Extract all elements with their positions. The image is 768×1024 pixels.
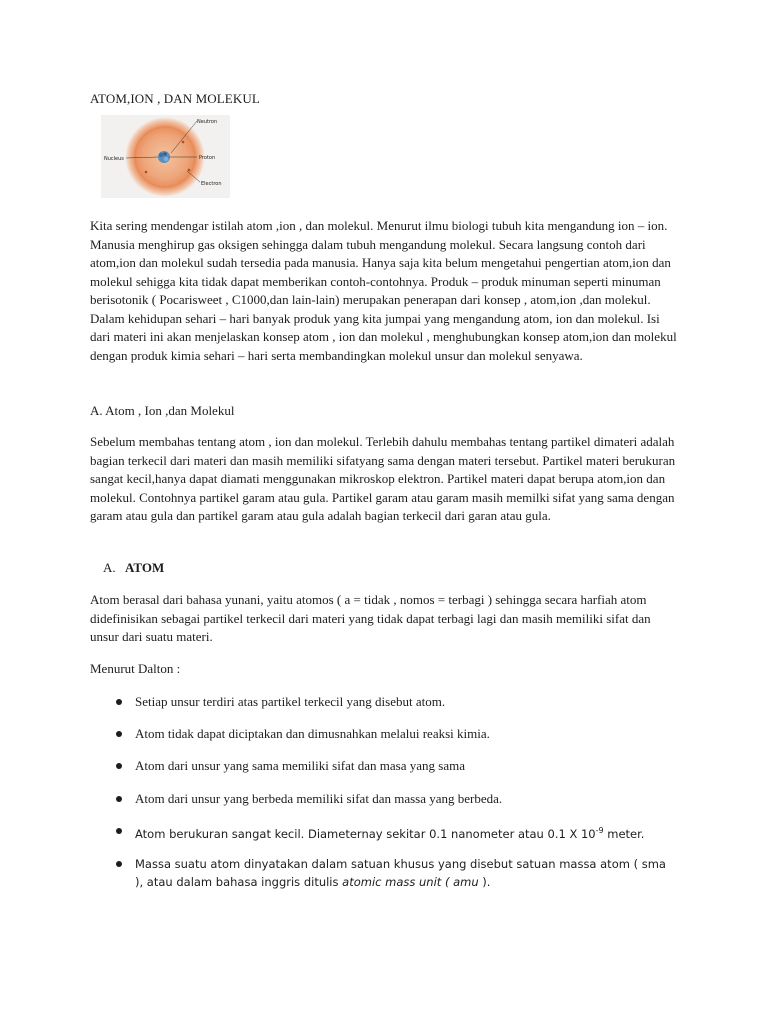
section-a-paragraph: Sebelum membahas tentang atom , ion dan molekul. Terlebih dahulu membahas tentang partikel dimateri adalah bagian terkecil dari materi dan masih memiliki sifatyang sama dengan materi tersebut. Partikel materi berukuran sangat kecil,hanya dapat diamati menggunakan mikroskop elektron. Partikel materi dapat berupa atom,ion dan molekul. Contohnya partikel garam atau gula. Partikel garam atau garam masih memilki sifat yang sama dengan garam atau gula dan partikel garam atau gula adalah bagian terkecil dari garan atau gula. [90, 434, 676, 523]
bullet-dot-icon [116, 763, 122, 769]
atom-section-heading [103, 560, 164, 576]
electron-dot [145, 171, 148, 174]
electron-dot [182, 141, 185, 144]
amu-italic-text: atomic mass unit ( amu [342, 875, 483, 889]
list-item-text: Atom dari unsur yang berbeda memiliki sifat dan massa yang berbeda. [135, 791, 503, 806]
atom-heading-word: ATOM [125, 560, 165, 575]
intro-paragraph: Kita sering mendengar istilah atom ,ion , dan molekul. Menurut ilmu biologi tubuh kita mengandung ion – ion. Manusia menghirup gas oksigen sehingga dalam tubuh mengandung molekul. Secara langsung contoh dari atom,ion dan molekul sudah tersedia pada manusia. Hanya saja kita belum mengetahui pengertian atom,ion dan molekul sehigga kita tidak dapat memberikan contoh-contohnya. Produk – produk minuman seperti minuman berisotonik ( Pocarisweet , C1000,dan lain-lain) merupakan penerapan dari konsep , atom,ion ,dan molekul. Dalam kehidupan sehari – hari banyak produk yang kita jumpai yang mengandung atom, ion dan molekul. Isi dari materi ini akan menjelaskan konsep atom , ion dan molekul , menghubungkan konsep atom,ion dan molekul dengan produk kimia sehari – hari serta membandingkan molekul unsur dan molekul senyawa. [90, 218, 677, 363]
atom-size-text: Atom berukuran sangat kecil. Diameternay sekitar 0.1 nanometer atau 0.1 X 10 [135, 827, 596, 841]
nucleus-label: Nucleus [104, 156, 124, 162]
electron-dot [188, 169, 191, 172]
proton-label: Proton [199, 155, 216, 161]
dalton-label: Menurut Dalton : [90, 661, 181, 676]
list-item-text [135, 822, 675, 843]
section-a-heading: A. Atom , Ion ,dan Molekul [90, 403, 235, 418]
electron-label: Electron [201, 181, 222, 187]
bullet-dot-icon [116, 796, 122, 802]
exponent: -9 [595, 826, 604, 835]
amu-suffix: ). [482, 875, 491, 889]
atom-diagram-image [101, 115, 230, 198]
list-item-text: Setiap unsur terdiri atas partikel terkecil yang disebut atom. [135, 694, 446, 709]
list-item-text: Atom tidak dapat diciptakan dan dimusnahkan melalui reaksi kimia. [135, 726, 490, 741]
bullet-dot-icon [116, 699, 122, 705]
page-title: ATOM,ION , DAN MOLEKUL [90, 91, 260, 106]
atom-paragraph: Atom berasal dari bahasa yunani, yaitu atomos ( a = tidak , nomos = terbagi ) sehingga secara harfiah atom didefinisikan sebagai partikel terkecil dari materi yang tidak dapat terbagi lagi dan masih memiliki sifat dan unsur dari suatu materi. [90, 592, 651, 644]
atom-heading-marker: A. [103, 560, 116, 575]
list-item-text [135, 855, 675, 891]
atom-diagram-svg [101, 115, 230, 198]
neutron-label: Neutron [197, 119, 218, 125]
atom-mass-text: Massa suatu atom dinyatakan dalam satuan khusus yang disebut satuan massa atom ( sma ), atau dalam bahasa inggris ditulis [135, 857, 666, 889]
list-item-text: Atom dari unsur yang sama memiliki sifat dan masa yang sama [135, 758, 465, 773]
unit-suffix: meter. [603, 827, 645, 841]
bullet-dot-icon [116, 731, 122, 737]
bullet-dot-icon [116, 861, 122, 867]
bullet-dot-icon [116, 828, 122, 834]
